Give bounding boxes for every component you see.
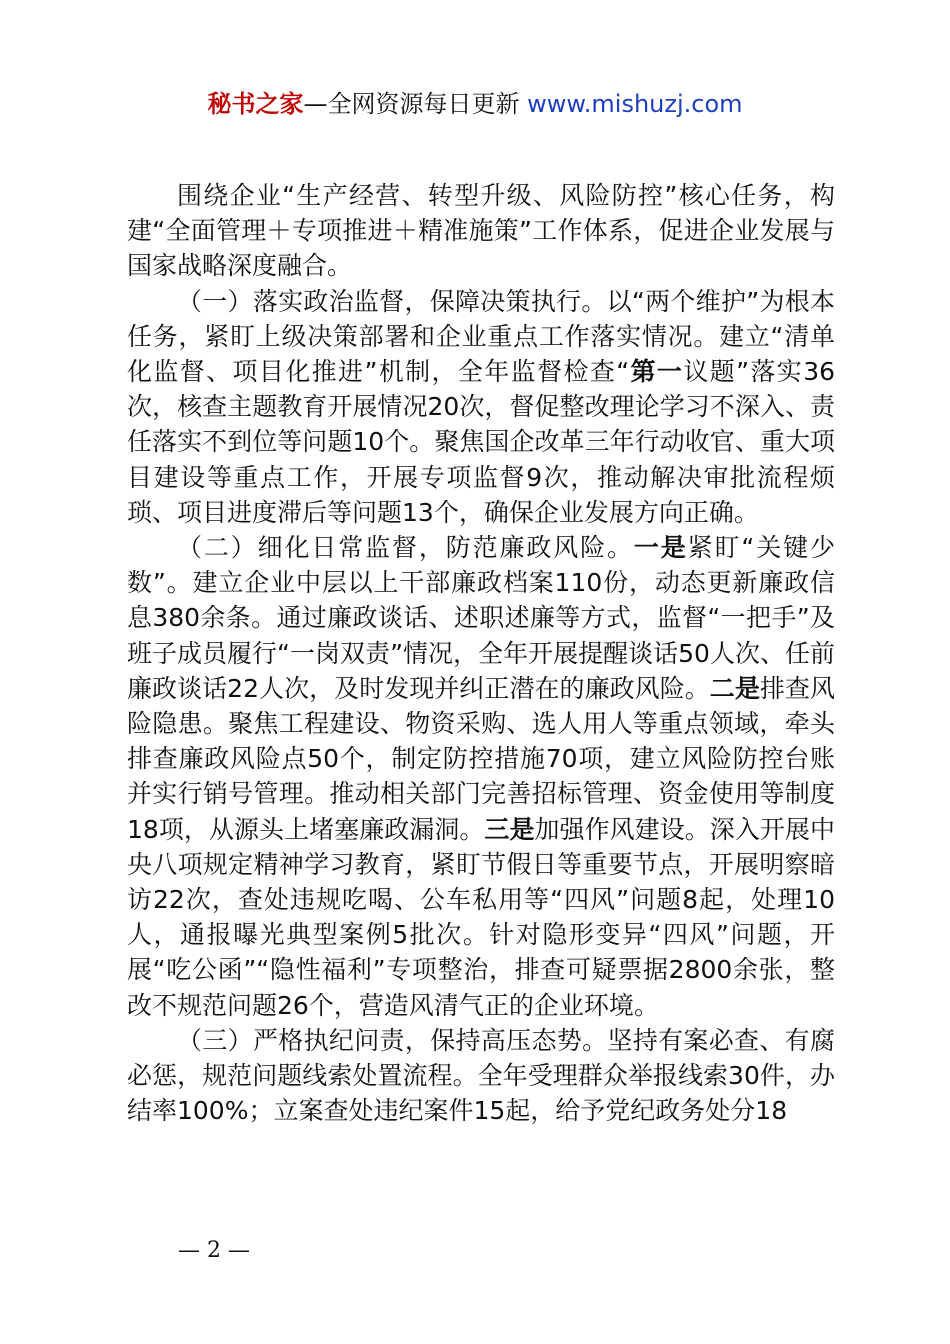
site-brand: 秘书之家 [207, 90, 304, 118]
paragraph-section-3: （三）严格执纪问责，保持高压态势。坚持有案必查、有腐必惩，规范问题线索处置流程。全年受理群众举报线索30件，办结率100%；立案查处违纪案件15起，给予党纪政务处分18 [127, 1025, 835, 1126]
paragraph-intro: 围绕企业“生产经营、转型升级、风险防控”核心任务，构建“全面管理＋专项推进＋精准施策”工作体系，促进企业发展与国家战略深度融合。 [127, 181, 835, 281]
paragraph-section-2 [127, 530, 835, 1023]
text-run: （一）落实政治监督，保障决策执行。以“两个维护”为根本任务，紧盯上级决策部署和企业重点工作落实情况。建立“清单化监督、项目化推进”机制，全年监督检查“ [127, 286, 835, 387]
paragraph-section-1 [127, 284, 835, 530]
bold-text: 三是 [484, 814, 535, 844]
site-tagline: —全网资源每日更新 [303, 90, 528, 118]
site-header [0, 88, 950, 120]
text-run: 排查风险隐患。聚焦工程建设、物资采购、选人用人等重点领域，牵头排查廉政风险点50个，制定防控措施70项，建立风险防控台账并实行销号管理。推动相关部门完善招标管理、资金使用等制度18项，从源头上堵塞廉政漏洞。 [127, 673, 835, 844]
text-run: 加强作风建设。深入开展中央八项规定精神学习教育，紧盯节假日等重要节点，开展明察暗访22次，查处违规吃喝、公车私用等“四风”问题8起，处理10人，通报曝光典型案例5批次。针对隐形变异“四风”问题，开展“吃公函”“隐性福利”专项整治，排查可疑票据2800余张，整改不规范问题26个，营造风清气正的企业环境。 [127, 814, 835, 1020]
page-number: — 2 — [178, 1238, 250, 1263]
bold-text: 第一 [629, 357, 684, 387]
text-run: 议题”落实36次，核查主题教育开展情况20次，督促整改理论学习不深入、责任落实不到位等问题10个。聚焦国企改革三年行动收官、重大项目建设等重点工作，开展专项监督9次，推动解决审批流程烦琐、项目进度滞后等问题13个，确保企业发展方向正确。 [127, 357, 836, 527]
bold-text: 一是 [633, 533, 688, 563]
text-run: （二）细化日常监督，防范廉政风险。 [177, 533, 634, 563]
document-body [127, 178, 835, 1128]
bold-text: 二是 [709, 673, 760, 703]
site-url[interactable]: www.mishuzj.com [527, 90, 743, 118]
text-run: 紧盯“关键少数”。建立企业中层以上干部廉政档案110份，动态更新廉政信息380余条。通过廉政谈话、述职述廉等方式，监督“一把手”及班子成员履行“一岗双责”情况，全年开展提醒谈话50人次、任前廉政谈话22人次，及时发现并纠正潜在的廉政风险。 [127, 533, 835, 703]
